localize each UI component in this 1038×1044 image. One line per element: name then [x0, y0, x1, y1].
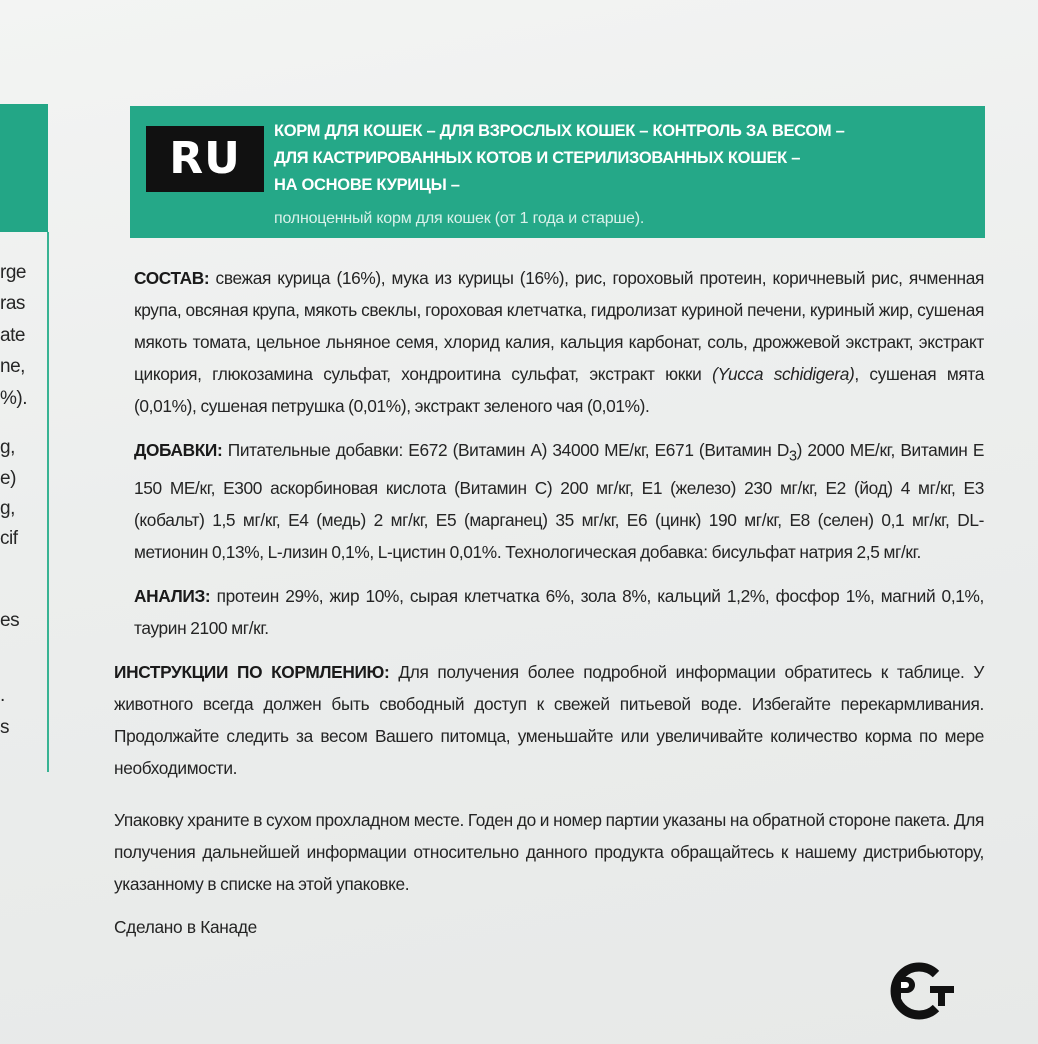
analysis-label: АНАЛИЗ: — [134, 586, 211, 607]
feeding-section — [114, 656, 984, 784]
adjacent-panel-text-fragment: . — [0, 685, 5, 706]
adjacent-panel-text-fragment: e) — [0, 468, 16, 489]
adjacent-panel-text-fragment: rge — [0, 262, 26, 283]
label-text — [114, 262, 984, 942]
adjacent-panel-text-fragment: g, — [0, 498, 15, 519]
product-title-line-3: НА ОСНОВЕ КУРИЦЫ – — [274, 176, 460, 194]
product-subtitle: полноценный корм для кошек (от 1 года и старше). — [274, 210, 645, 227]
composition-latin-name: (Yucca schidigera) — [712, 364, 855, 384]
adjacent-panel-green-band — [0, 104, 48, 232]
composition-text: свежая курица (16%), мука из курицы (16%), рис, гороховый протеин, коричневый рис, ячменная крупа, овсяная крупа, мякоть свеклы, гороховая клетчатка, гидролизат куриной печени, куриный жир, сушеная мякоть томата, цельное льняное семя, хлорид калия, кальция карбонат, соль, дрожжевой экстракт, экстракт цикория, глюкозамина сульфат, хондроитина сульфат, экстракт юкки — [134, 268, 984, 384]
adjacent-panel-text-fragment: s — [0, 717, 9, 738]
storage-section — [114, 804, 984, 900]
additives-section — [114, 434, 984, 568]
adjacent-panel-text-fragment: ne, — [0, 356, 25, 377]
analysis-text: протеин 29%, жир 10%, сырая клетчатка 6%, зола 8%, кальций 1,2%, фосфор 1%, магний 0,1%, таурин 2100 мг/кг. — [134, 586, 984, 639]
product-header — [130, 106, 985, 238]
feeding-text: Для получения более подробной информации обратитесь к таблице. У животного всегда должен быть свободный доступ к свежей питьевой воде. Избегайте перекармливания. Продолжайте следить за весом Вашего питомца, уменьшайте или увеличивайте количество корма по мере необходимости. — [114, 662, 984, 779]
adjacent-panel-text-fragment: ate — [0, 325, 25, 346]
adjacent-panel-divider — [47, 232, 49, 772]
composition-label: СОСТАВ: — [134, 268, 210, 288]
adjacent-panel-text-fragment: cif — [0, 528, 18, 549]
product-title-line-2: ДЛЯ КАСТРИРОВАННЫХ КОТОВ И СТЕРИЛИЗОВАННЫХ КОШЕК – — [274, 149, 801, 167]
pct-certification-icon — [876, 962, 956, 1020]
composition-text-end: , сушеная мята (0,01%), сушеная петрушка (0,01%), экстракт зеленого чая (0,01%). — [134, 364, 984, 416]
adjacent-panel-text-fragment: g, — [0, 437, 15, 458]
additives-text-end: ) 2000 МЕ/кг, Витамин E 150 МЕ/кг, E300 аскорбиновая кислота (Витамин C) 200 мг/кг, E1 (железо) 230 мг/кг, E2 (йод) 4 мг/кг, E3 (кобальт) 1,5 мг/кг, E4 (медь) 2 мг/кг, E5 (марганец) 35 мг/кг, E6 (цинк) 190 мг/кг, E8 (селен) 0,1 мг/кг, DL-метионин 0,13%, L-лизин 0,1%, L-цистин 0,01%. Технологическая добавка: бисульфат натрия 2,5 мг/кг. — [134, 440, 985, 563]
language-badge: RU — [146, 126, 264, 192]
storage-text: Упаковку храните в сухом прохладном месте. Годен до и номер партии указаны на обратной стороне пакета. Для получения дальнейшей информации относительно данного продукта обращайтесь к нашему дистрибьютору, указанному в списке на этой упаковке. — [114, 810, 984, 895]
feeding-label: ИНСТРУКЦИИ ПО КОРМЛЕНИЮ: — [114, 662, 390, 683]
analysis-section — [114, 580, 984, 644]
product-title — [274, 118, 974, 199]
adjacent-panel-fragment — [0, 0, 60, 1044]
additives-text: Питательные добавки: E672 (Витамин A) 34000 МЕ/кг, E671 (Витамин D — [222, 440, 789, 460]
adjacent-panel-text-fragment: es — [0, 610, 20, 631]
additives-label: ДОБАВКИ: — [134, 440, 223, 460]
country-of-origin: Сделано в Канаде — [114, 917, 257, 938]
product-title-line-1: КОРМ ДЛЯ КОШЕК – ДЛЯ ВЗРОСЛЫХ КОШЕК – КОНТРОЛЬ ЗА ВЕСОМ – — [274, 122, 845, 140]
adjacent-panel-text-fragment: ras — [0, 293, 25, 314]
adjacent-panel-text-fragment: %). — [0, 388, 27, 409]
additives-subscript: 3 — [788, 448, 797, 465]
composition-section — [114, 262, 984, 422]
